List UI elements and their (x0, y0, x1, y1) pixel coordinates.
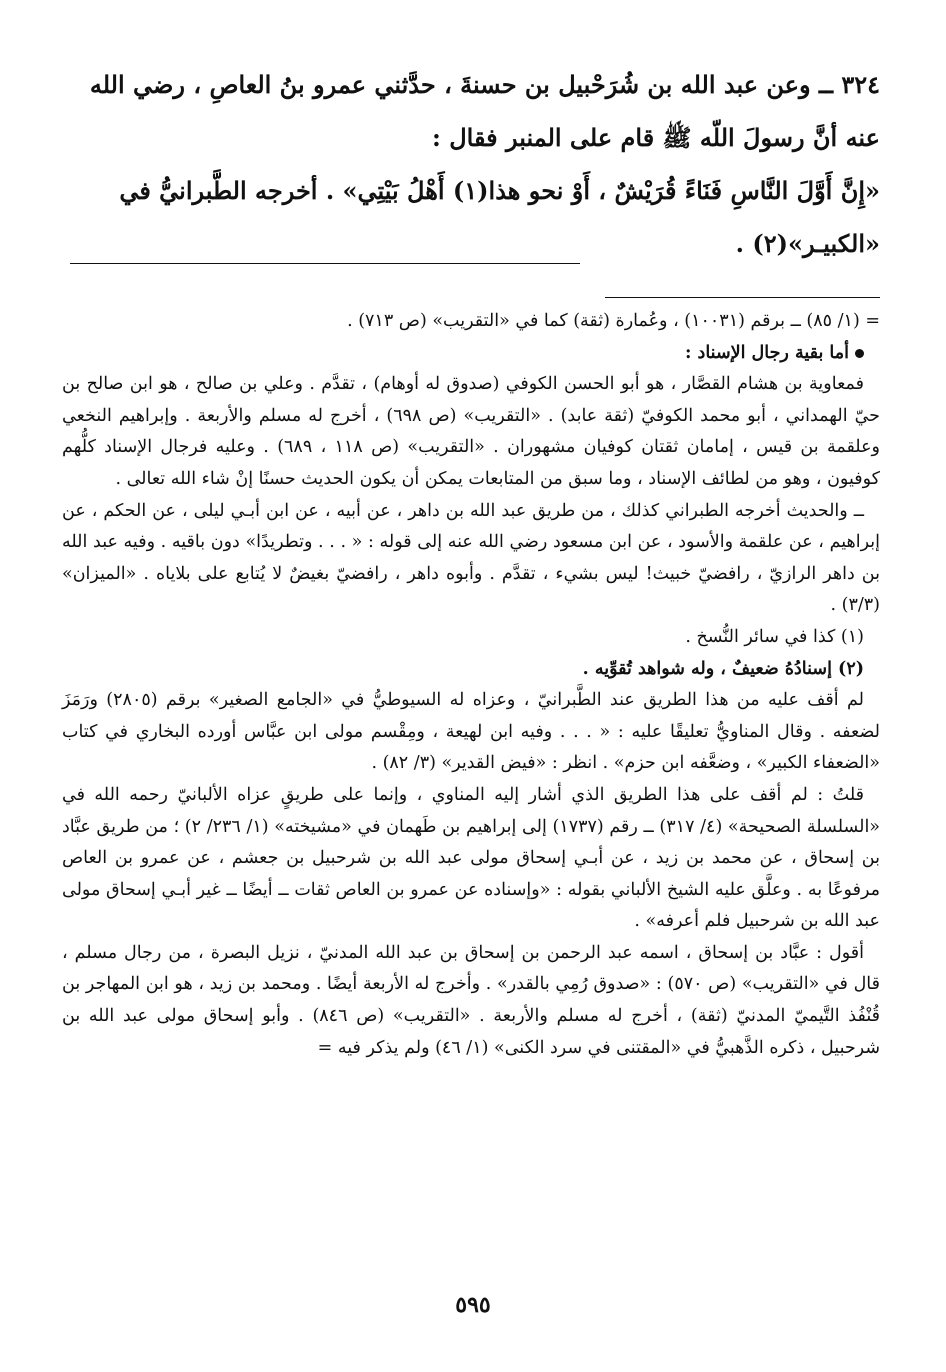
footnote-1: (١) كذا في سائر النُّسخ . (685, 626, 864, 647)
footnote-paragraph-5: أقول : عبَّاد بن إسحاق ، اسمه عبد الرحمن بن إسحاق بن عبد الله المدنيّ ، نزيل البصرة ، من رجال مسلم ، قال في «التقريب» (ص ٥٧٠) : «صدوق رُمِي بالقدر» . وأخرج له الأربعة أيضًا . ومحمد بن زيد ، هو ابن المهاجر بن قُنْفُذ التَّيميّ المدنيّ (ثقة) ، أخرج له مسلم والأربعة . «التقريب» (ص ٨٤٦) . وأبو إسحاق مولى عبد الله بن شرحبيل ، ذكره الذَّهبيُّ في «المقتنى في سرد الكنى» (١/ ٤٦) ولم يذكر فيه = (62, 942, 880, 1058)
hadith-line-3: «إِنَّ أَوَّلَ النَّاسِ فَنَاءً قُرَيْشٌ ، أَوْ نحو هذا(١) أَهْلُ بَيْتِي» . أخرجه الطَّبرانيُّ في (119, 176, 880, 205)
footnotes (62, 306, 880, 1064)
section-heading (62, 338, 880, 370)
section-heading-text: أما بقية رجال الإسناد : (684, 342, 849, 363)
footnote-separator (605, 297, 880, 298)
footnote-paragraph-3: لم أقف عليه من هذا الطريق عند الطَّبرانيّ ، وعزاه له السيوطيُّ في «الجامع الصغير» برقم (٢٨٠٥) ورَمَزَ لضعفه . وقال المناويُّ تعليقًا عليه : « . . . وفيه ابن لهيعة ، ومِقْسم مولى ابن عبَّاس أورده البخاري في كتاب «الضعفاء الكبير» ، وضعَّفه ابن حزم» . انظر : «فيض القدير» (٣/ ٨٢) . (62, 690, 880, 774)
footnote-paragraph-4: قلتُ : لم أقف على هذا الطريق الذي أشار إليه المناوي ، وإنما على طريقٍ عزاه الألبانيّ رحمه الله في «السلسلة الصحيحة» (٤/ ٣١٧) ــ رقم (١٧٣٧) إلى إبراهيم بن طَهمان في «مشيخته» (١/ ٢٣٦/ ٢) ؛ من طريق عبَّاد بن إسحاق ، عن محمد بن زيد ، عن أبـي إسحاق مولى عبد الله بن شرحبيل بن جعشم ، عن عمرو بن العاص مرفوعًا به . وعلَّق عليه الشيخ الألباني بقوله : «وإسناده عن عمرو بن العاص ثقات ــ أيضًا ــ غير أبـي إسحاق مولى عبد الله بن شرحبيل فلم أعرفه» . (62, 784, 881, 932)
footnote-paragraph-1: فمعاوية بن هشام القصَّار ، هو أبو الحسن الكوفي (صدوق له أوهام) ، تقدَّم . وعلي بن صالح ، هو ابن صالح بن حيّ الهمداني ، أبو محمد الكوفيّ (ثقة عابد) . «التقريب» (ص ٦٩٨) ، أخرج له مسلم والأربعة . وإبراهيم النخعي وعلقمة بن قيس ، إمامان ثقتان كوفيان مشهوران . «التقريب» (ص ١١٨ ، ٦٨٩) . وعليه فرجال الإسناد كلُّهم كوفيون ، وهو من لطائف الإسناد ، وما سبق من المتابعات يمكن أن يكون الحديث حسنًا إنْ شاء الله تعالى . (62, 374, 880, 489)
footnote-2: (٢) إسنادُهُ ضعيفٌ ، وله شواهد تُقوِّيه . (582, 658, 864, 679)
hadith-text (66, 58, 880, 270)
bullet-icon (855, 349, 864, 358)
page-number: ٥٩٥ (455, 1292, 491, 1318)
footnote-paragraph-2: ــ والحديث أخرجه الطبراني كذلك ، من طريق عبد الله بن داهر ، عن أبيه ، عن ابن أبـي ليلى ، عن الحكم ، عن إبراهيم ، عن علقمة والأسود ، عن ابن مسعود رضي الله عنه إلى قوله : « . . . وتطريدًا» دون باقيه . وفيه عبد الله بن داهر الرازيّ ، رافضيّ خبيث! ليس بشيء ، تقدَّم . وأبوه داهر ، رافضيّ بغيضٌ لا يُتابع على بلاياه . «الميزان» (٣/٣) . (62, 500, 880, 616)
hadith-line-4: «الكبيـر»(٢) . (735, 229, 880, 258)
hadith-line-1: ٣٢٤ ــ وعن عبد الله بن شُرَحْبيل بن حسنةَ ، حدَّثني عمرو بنُ العاصِ ، رضي الله (89, 70, 880, 99)
text-end-rule (70, 263, 580, 264)
hadith-line-2: عنه أنَّ رسولَ اللّه ﷺ قام على المنبر فقال : (432, 123, 880, 152)
footnote-continuation: = (١/ ٨٥) ــ برقم (١٠٠٣١) ، وعُمارة (ثقة) كما في «التقريب» (ص ٧١٣) . (347, 311, 880, 331)
